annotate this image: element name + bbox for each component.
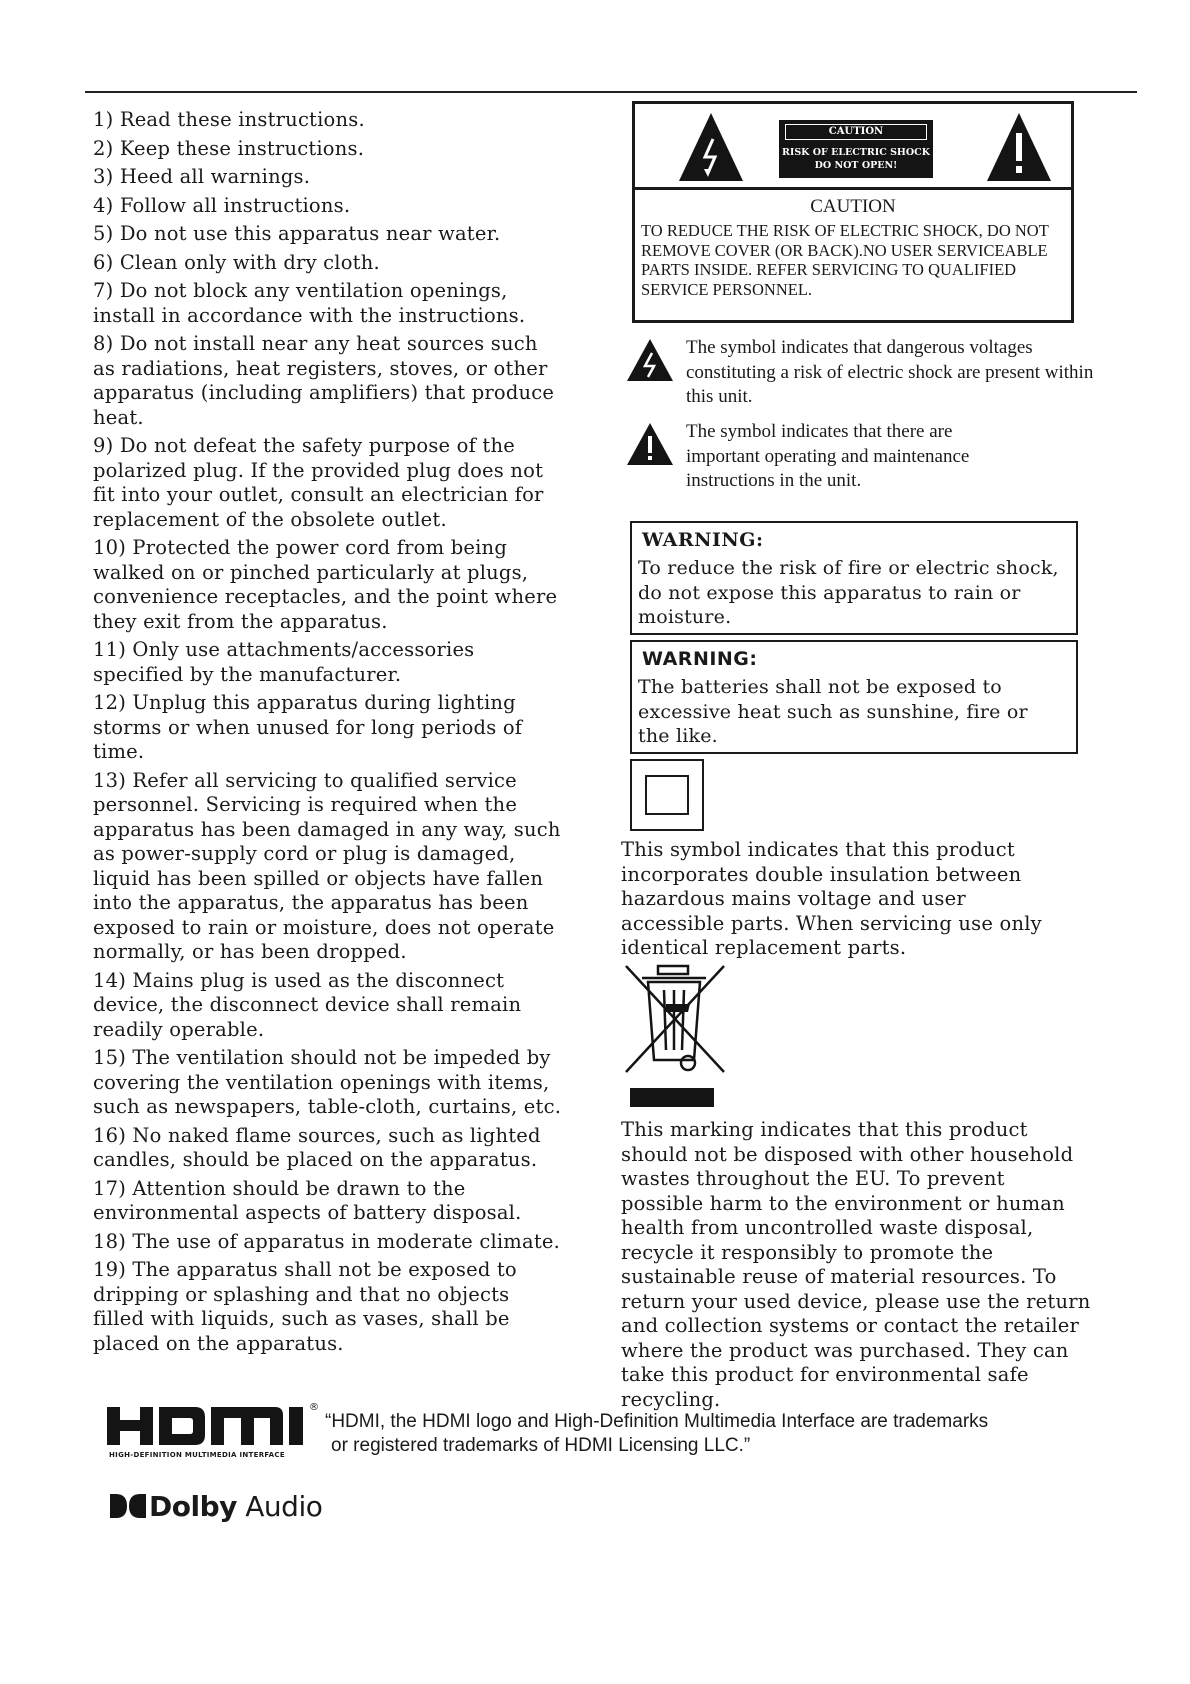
instruction-item: 8) Do not install near any heat sources such as radiations, heat registers, stoves, or other apparatus (including amplifiers) that produce heat. (93, 332, 555, 429)
instruction-item: 5) Do not use this apparatus near water. (93, 222, 501, 245)
caution-body: TO REDUCE THE RISK OF ELECTRIC SHOCK, DO NOT REMOVE COVER (OR BACK).NO USER SERVICEABLE PARTS INSIDE. REFER SERVICING TO QUALIFIED SERVICE PERSONNEL. (641, 221, 1049, 299)
exclamation-symbol-text: The symbol indicates that there are important operating and maintenance instructions in the unit. (686, 421, 970, 491)
warning-title: WARNING: (642, 529, 764, 551)
hdmi-trademark-note (325, 1410, 1085, 1458)
instruction-item: 18) The use of apparatus in moderate climate. (93, 1229, 561, 1253)
safety-instructions-list (93, 108, 563, 1360)
warning-title: WARNING: (642, 648, 758, 670)
warning-body: To reduce the risk of fire or electric shock, do not expose this apparatus to rain or moisture. (638, 557, 1059, 628)
dolby-product: Audio (245, 1490, 323, 1523)
instruction-item: 11) Only use attachments/accessories specified by the manufacturer. (93, 638, 475, 686)
caution-label-line2: DO NOT OPEN! (814, 160, 898, 171)
double-insulation-icon (630, 759, 704, 831)
lightning-warning-icon (626, 338, 674, 382)
dolby-audio-wordmark (149, 1490, 322, 1523)
hdmi-note-line2: or registered trademarks of HDMI Licensing LLC.” (331, 1435, 751, 1456)
warning-body: The batteries shall not be exposed to excessive heat such as sunshine, fire or the like. (638, 676, 1028, 747)
caution-label (779, 120, 933, 178)
caution-label-title: CAUTION (785, 124, 927, 140)
instruction-item: 1) Read these instructions. (93, 108, 365, 131)
crossed-out-wheelie-bin-icon (620, 960, 730, 1078)
warning-box-rain (630, 521, 1078, 635)
instruction-item: 15) The ventilation should not be impeded by covering the ventilation openings with items, such as newspapers, table-cloth, curtains, etc. (93, 1046, 562, 1118)
instruction-item: 2) Keep these instructions. (93, 136, 365, 160)
hdmi-note-line1: “HDMI, the HDMI logo and High-Definition Multimedia Interface are trademarks (325, 1411, 989, 1432)
hdmi-registered-mark: ® (309, 1402, 319, 1413)
instruction-item: 10) Protected the power cord from being walked on or pinched particularly at plugs, convenience receptacles, and the point where they exit from the apparatus. (93, 536, 558, 633)
weee-date-bar (630, 1088, 714, 1107)
instruction-item: 19) The apparatus shall not be exposed to dripping or splashing and that no objects filled with liquids, such as vases, shall be placed on the apparatus. (93, 1258, 517, 1355)
caution-box (632, 101, 1074, 323)
instruction-item: 3) Heed all warnings. (93, 165, 311, 188)
lightning-warning-icon (677, 111, 745, 183)
hdmi-subtitle: HIGH-DEFINITION MULTIMEDIA INTERFACE (109, 1451, 285, 1459)
double-insulation-text: This symbol indicates that this product incorporates double insulation between hazardous mains voltage and user accessible parts. When servicing use only identical replacement parts. (621, 838, 1042, 959)
instruction-item: 16) No naked flame sources, such as lighted candles, should be placed on the apparatus. (93, 1123, 541, 1171)
exclamation-warning-icon (985, 111, 1053, 183)
hdmi-logo (107, 1405, 305, 1447)
lightning-symbol-text: The symbol indicates that dangerous voltages constituting a risk of electric shock are present within this unit. (686, 337, 1094, 407)
caution-label-line1: RISK OF ELECTRIC SHOCK (781, 147, 931, 158)
dolby-double-d-logo (110, 1493, 146, 1519)
instruction-item: 12) Unplug this apparatus during lighting storms or when unused for long periods of time. (93, 691, 523, 763)
instruction-item: 13) Refer all servicing to qualified service personnel. Servicing is required when the apparatus has been damaged in any way, such as power-supply cord or plug is damaged, liquid has been spilled or objects have fallen into the apparatus, the apparatus has been exposed to rain or moisture, does not operate normally, or has been dropped. (93, 768, 561, 963)
instruction-item: 6) Clean only with dry cloth. (93, 250, 380, 274)
top-rule (85, 91, 1137, 93)
caution-title: CAUTION (810, 196, 896, 217)
warning-box-batteries (630, 640, 1078, 754)
instruction-item: 17) Attention should be drawn to the environmental aspects of battery disposal. (93, 1176, 522, 1224)
caution-header (635, 104, 1071, 190)
instruction-item: 7) Do not block any ventilation openings, install in accordance with the instructions. (93, 279, 526, 327)
instruction-item: 9) Do not defeat the safety purpose of the polarized plug. If the provided plug does not fit into your outlet, consult an electrician for replacement of the obsolete outlet. (93, 434, 544, 531)
instruction-item: 14) Mains plug is used as the disconnect device, the disconnect device shall remain readily operable. (93, 968, 522, 1041)
exclamation-warning-icon (626, 422, 674, 466)
instruction-item: 4) Follow all instructions. (93, 193, 351, 217)
weee-text: This marking indicates that this product should not be disposed with other household wastes throughout the EU. To prevent possible harm to the environment or human health from uncontrolled waste disposal, recycle it responsibly to promote the sustainable reuse of material resources. To return your used device, please use the return and collection systems or contact the retailer where the product was purchased. They can take this product for environmental safe recycling. (621, 1118, 1091, 1411)
dolby-brand: Dolby (149, 1490, 237, 1523)
